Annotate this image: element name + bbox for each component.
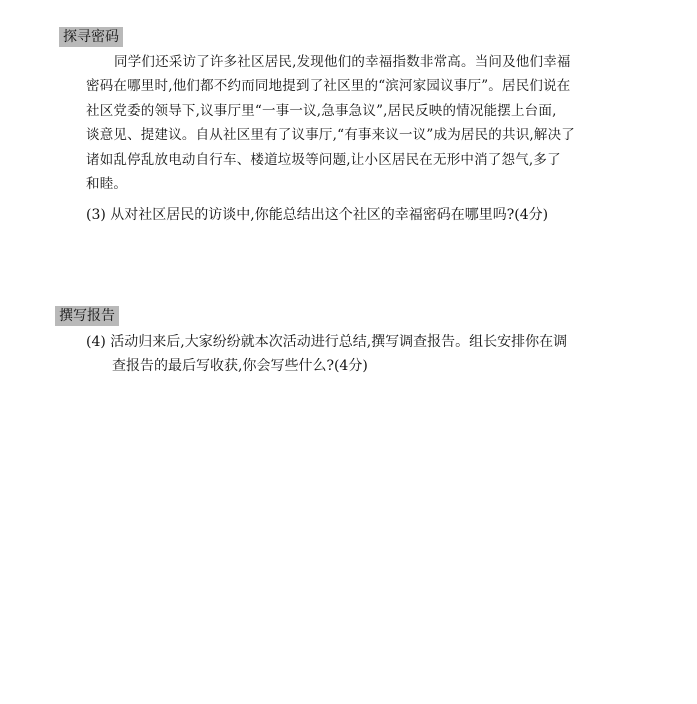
section-tag-write-report: 撰写报告 bbox=[55, 306, 119, 326]
passage-line: 密码在哪里时,他们都不约而同地提到了社区里的“滨河家园议事厅”。居民们说在 bbox=[86, 78, 571, 95]
question-4-line: 查报告的最后写收获,你会写些什么?(4分) bbox=[112, 358, 368, 375]
interview-passage bbox=[86, 50, 646, 196]
question-4 bbox=[86, 330, 567, 379]
passage-line: 诸如乱停乱放电动自行车、楼道垃圾等问题,让小区居民在无形中消了怨气,多了 bbox=[86, 151, 561, 168]
passage-line: 谈意见、提建议。自从社区里有了议事厅,“有事来议一议”成为居民的共识,解决了 bbox=[86, 127, 575, 144]
question-3: (3) 从对社区居民的访谈中,你能总结出这个社区的幸福密码在哪里吗?(4分) bbox=[86, 207, 549, 223]
passage-line: 同学们还采访了许多社区居民,发现他们的幸福指数非常高。当问及他们幸福 bbox=[114, 54, 571, 70]
section-tag-explore-password: 探寻密码 bbox=[59, 27, 123, 47]
passage-line: 社区党委的领导下,议事厅里“一事一议,急事急议”,居民反映的情况能摆上台面, bbox=[86, 102, 557, 119]
question-4-line: (4) 活动归来后,大家纷纷就本次活动进行总结,撰写调查报告。组长安排你在调 bbox=[86, 334, 568, 350]
passage-line: 和睦。 bbox=[86, 175, 128, 192]
